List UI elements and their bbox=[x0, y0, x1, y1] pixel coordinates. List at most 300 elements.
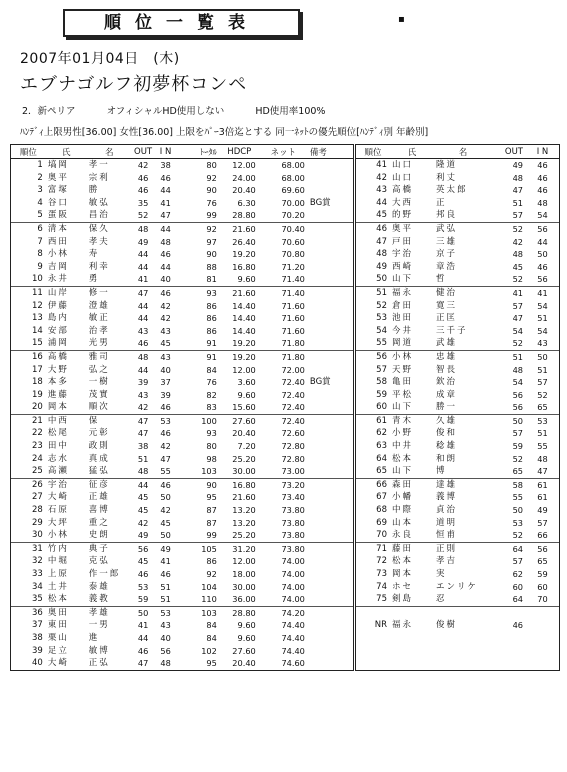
out-cell: 43 bbox=[137, 389, 149, 400]
table-row bbox=[11, 619, 353, 632]
remarks-cell bbox=[308, 632, 353, 645]
hdcp-cell: 21.60 bbox=[220, 222, 259, 235]
remarks-cell bbox=[308, 542, 353, 555]
table-row bbox=[11, 517, 353, 530]
surname-cell: 中井 bbox=[392, 441, 414, 452]
table-row bbox=[356, 159, 559, 172]
in-cell: 41 bbox=[160, 197, 171, 208]
surname-cell: 浦岡 bbox=[47, 338, 69, 349]
surname-cell: 亀田 bbox=[392, 377, 414, 388]
givenname-cell: 克弘 bbox=[88, 556, 110, 567]
col-remarks: 備考 bbox=[308, 145, 353, 159]
table-row bbox=[11, 184, 353, 197]
in-cell: 46 bbox=[160, 402, 171, 413]
remarks-cell bbox=[308, 389, 353, 402]
table-row bbox=[356, 236, 559, 249]
table-row bbox=[356, 197, 559, 210]
net-cell: 74.00 bbox=[281, 569, 305, 579]
surname-cell: 松本 bbox=[392, 556, 414, 567]
rules-line-1 bbox=[22, 103, 353, 117]
hdcp-cell: 14.40 bbox=[232, 300, 256, 311]
col-surname: 氏 bbox=[390, 145, 434, 159]
total-cell: 81 bbox=[206, 274, 217, 285]
surname-cell bbox=[390, 632, 434, 645]
remarks-cell bbox=[308, 491, 353, 504]
total-cell: 105 bbox=[177, 542, 220, 555]
hdcp-cell: 20.40 bbox=[232, 185, 256, 196]
total-cell: 86 bbox=[206, 556, 217, 567]
table-row bbox=[11, 568, 353, 581]
remarks-cell bbox=[308, 248, 353, 261]
surname-cell: 谷口 bbox=[47, 197, 69, 208]
out-cell: 43 bbox=[137, 325, 149, 336]
rank-cell: 50 bbox=[376, 274, 387, 285]
out-cell: 52 bbox=[512, 338, 523, 349]
table-row bbox=[356, 555, 559, 568]
remarks-cell bbox=[308, 401, 353, 414]
in-cell: 57 bbox=[537, 377, 548, 388]
table-row bbox=[11, 427, 353, 440]
surname-cell: 青木 bbox=[390, 414, 434, 427]
table-row bbox=[356, 337, 559, 350]
in-cell bbox=[526, 645, 559, 658]
rank-cell: 71 bbox=[356, 542, 390, 555]
hdcp-cell: 25.20 bbox=[232, 453, 256, 464]
rank-cell: 74 bbox=[376, 581, 387, 592]
rank-cell: 49 bbox=[376, 261, 387, 272]
hdcp-cell: 16.80 bbox=[220, 478, 259, 491]
givenname-cell: 治孝 bbox=[88, 325, 110, 336]
givenname-cell: 喜博 bbox=[88, 505, 110, 516]
out-cell: 51 bbox=[512, 197, 523, 208]
total-cell: 86 bbox=[206, 325, 217, 336]
out-cell: 42 bbox=[137, 402, 149, 413]
hdcp-cell: 19.20 bbox=[220, 350, 259, 363]
rank-cell: 14 bbox=[31, 325, 43, 336]
remarks-cell bbox=[308, 172, 353, 185]
rank-cell: 36 bbox=[11, 606, 46, 619]
total-cell: 98 bbox=[206, 453, 217, 464]
givenname-cell: 澄雄 bbox=[88, 300, 110, 311]
rank-cell bbox=[356, 657, 390, 670]
hdcp-cell: 6.30 bbox=[237, 197, 256, 208]
table-row bbox=[11, 581, 353, 594]
total-cell: 90 bbox=[206, 249, 217, 260]
remarks-cell bbox=[308, 478, 353, 491]
rank-cell: 19 bbox=[31, 389, 43, 400]
total-cell: 95 bbox=[206, 658, 217, 669]
out-cell: 41 bbox=[492, 286, 526, 299]
hdcp-cell: 18.00 bbox=[232, 569, 256, 579]
table-row bbox=[356, 529, 559, 542]
rule-item: HD使用率100% bbox=[255, 106, 326, 117]
givenname-cell: 勝 bbox=[88, 185, 100, 196]
givenname-cell: 茂實 bbox=[88, 389, 110, 400]
givenname-cell: 貞治 bbox=[436, 505, 458, 516]
out-cell: 65 bbox=[512, 466, 523, 477]
rank-cell: 75 bbox=[376, 594, 387, 605]
table-header-row bbox=[11, 145, 353, 159]
rank-cell: 27 bbox=[31, 492, 43, 503]
out-cell: 47 bbox=[137, 428, 149, 439]
net-cell: 70.80 bbox=[281, 249, 305, 260]
out-cell: 48 bbox=[512, 364, 523, 375]
total-cell: 103 bbox=[177, 606, 220, 619]
table-row bbox=[356, 325, 559, 338]
total-cell: 90 bbox=[177, 478, 220, 491]
rank-cell: 16 bbox=[11, 350, 46, 363]
in-cell: 51 bbox=[160, 581, 171, 592]
out-cell: 57 bbox=[512, 300, 523, 311]
hdcp-cell: 12.00 bbox=[232, 160, 256, 170]
givenname-cell: 勇 bbox=[88, 274, 100, 285]
in-cell: 49 bbox=[154, 542, 177, 555]
rank-cell: 53 bbox=[376, 313, 387, 324]
rank-cell: 47 bbox=[376, 236, 387, 247]
table-row bbox=[11, 236, 353, 249]
out-cell: 44 bbox=[137, 249, 149, 260]
rank-cell: 44 bbox=[376, 197, 387, 208]
table-header-row bbox=[356, 145, 559, 159]
in-cell: 43 bbox=[154, 350, 177, 363]
rank-cell: NR bbox=[374, 620, 387, 631]
rank-cell: 64 bbox=[376, 453, 387, 464]
rank-cell: 65 bbox=[376, 466, 387, 477]
in-cell: 51 bbox=[160, 594, 171, 605]
surname-cell: 伊藤 bbox=[47, 300, 69, 311]
out-cell: 59 bbox=[137, 594, 149, 605]
in-cell: 41 bbox=[526, 286, 559, 299]
givenname-cell: 俊樹 bbox=[436, 620, 458, 631]
remarks-cell bbox=[308, 568, 353, 581]
givenname-cell: 弘之 bbox=[88, 364, 110, 375]
in-cell bbox=[526, 606, 559, 619]
in-cell: 54 bbox=[537, 325, 548, 336]
table-row bbox=[356, 465, 559, 478]
surname-cell: 山口 bbox=[392, 172, 414, 183]
rank-cell: 25 bbox=[31, 466, 43, 477]
table-row bbox=[11, 401, 353, 414]
out-cell: 58 bbox=[492, 478, 526, 491]
givenname-cell: 正 bbox=[436, 197, 447, 208]
rank-cell: 73 bbox=[376, 569, 387, 579]
in-cell: 51 bbox=[537, 428, 548, 439]
givenname-cell: 史朗 bbox=[88, 530, 110, 541]
in-cell: 47 bbox=[160, 210, 171, 221]
rank-cell: 39 bbox=[31, 645, 43, 656]
out-cell: 47 bbox=[137, 658, 149, 669]
table-row bbox=[11, 465, 353, 478]
net-cell: 73.00 bbox=[281, 466, 305, 477]
givenname-cell: 孝一 bbox=[88, 160, 110, 170]
total-cell: 97 bbox=[206, 236, 217, 247]
total-cell: 84 bbox=[206, 364, 217, 375]
givenname-cell: 成章 bbox=[436, 389, 458, 400]
net-cell: 73.20 bbox=[259, 478, 308, 491]
total-cell: 100 bbox=[177, 414, 220, 427]
table-row bbox=[356, 248, 559, 261]
givenname-cell bbox=[434, 606, 492, 619]
in-cell: 46 bbox=[537, 160, 548, 170]
net-cell: 73.80 bbox=[281, 505, 305, 516]
rank-cell: 6 bbox=[11, 222, 46, 235]
table-row bbox=[11, 529, 353, 542]
table-row bbox=[11, 376, 353, 389]
surname-cell: 高橋 bbox=[46, 350, 87, 363]
in-cell: 38 bbox=[160, 160, 171, 170]
surname-cell: 大崎 bbox=[47, 658, 69, 669]
surname-cell: 山下 bbox=[392, 402, 414, 413]
col-total: ﾄｰﾀﾙ bbox=[177, 145, 220, 159]
surname-cell: 大野 bbox=[47, 364, 69, 375]
remarks-cell bbox=[308, 593, 353, 606]
surname-cell: 田中 bbox=[47, 441, 69, 452]
remarks-cell: BG賞 bbox=[309, 197, 331, 208]
remarks-cell bbox=[308, 325, 353, 338]
table-row bbox=[11, 286, 353, 299]
total-cell: 90 bbox=[206, 185, 217, 196]
givenname-cell: 三雄 bbox=[436, 236, 458, 247]
givenname-cell bbox=[434, 657, 492, 670]
surname-cell: 小幡 bbox=[392, 492, 414, 503]
total-cell: 84 bbox=[206, 632, 217, 643]
out-cell: 55 bbox=[512, 492, 523, 503]
remarks-cell bbox=[308, 555, 353, 568]
givenname-cell: 一男 bbox=[88, 620, 110, 631]
hdcp-cell: 25.20 bbox=[232, 530, 256, 541]
in-cell: 70 bbox=[537, 594, 548, 605]
table-row bbox=[11, 248, 353, 261]
out-cell: 53 bbox=[512, 517, 523, 528]
surname-cell: 大西 bbox=[392, 197, 414, 208]
col-out: OUT bbox=[492, 145, 526, 159]
rank-cell: 21 bbox=[11, 414, 46, 427]
givenname-cell: 一樹 bbox=[88, 377, 110, 388]
givenname-cell: 敏弘 bbox=[88, 197, 110, 208]
col-rank: 順位 bbox=[11, 145, 46, 159]
givenname-cell: 章浩 bbox=[436, 261, 458, 272]
in-cell: 51 bbox=[537, 364, 548, 375]
givenname-cell: 宗利 bbox=[88, 172, 110, 183]
net-cell: 72.60 bbox=[281, 428, 305, 439]
remarks-cell bbox=[308, 209, 353, 222]
rank-cell: 9 bbox=[37, 261, 43, 272]
rank-cell: 35 bbox=[31, 594, 43, 605]
table-row bbox=[356, 453, 559, 466]
remarks-cell bbox=[308, 337, 353, 350]
rank-cell: 42 bbox=[376, 172, 387, 183]
out-cell: 57 bbox=[512, 556, 523, 567]
hdcp-cell: 20.40 bbox=[232, 428, 256, 439]
total-cell: 103 bbox=[201, 466, 217, 477]
table-row bbox=[11, 159, 353, 172]
rank-cell: 12 bbox=[31, 300, 43, 311]
givenname-cell: 寿 bbox=[88, 249, 100, 260]
page-title: 順位一覧表 bbox=[63, 9, 300, 37]
rank-cell: 61 bbox=[356, 414, 390, 427]
surname-cell: 松本 bbox=[392, 453, 414, 464]
hdcp-cell: 9.60 bbox=[237, 620, 256, 631]
hdcp-cell: 21.60 bbox=[220, 286, 259, 299]
total-cell: 82 bbox=[206, 389, 217, 400]
in-cell: 57 bbox=[537, 517, 548, 528]
rank-cell: 33 bbox=[31, 569, 43, 579]
surname-cell: 山本 bbox=[392, 517, 414, 528]
surname-cell: 清本 bbox=[46, 222, 87, 235]
hdcp-cell: 9.60 bbox=[237, 632, 256, 643]
net-cell: 71.40 bbox=[259, 286, 308, 299]
total-cell: 93 bbox=[177, 286, 220, 299]
scan-mark: ▪ bbox=[398, 14, 405, 25]
event-name: エブナゴルフ初夢杯コンペ bbox=[20, 74, 248, 95]
net-cell: 74.60 bbox=[281, 658, 305, 669]
out-cell: 60 bbox=[512, 581, 523, 592]
givenname-cell: 修一 bbox=[87, 286, 132, 299]
total-cell: 91 bbox=[177, 350, 220, 363]
total-cell: 80 bbox=[206, 160, 217, 170]
rank-cell: 69 bbox=[376, 517, 387, 528]
givenname-cell: 欽治 bbox=[436, 377, 458, 388]
remarks-cell bbox=[308, 504, 353, 517]
in-cell: 42 bbox=[160, 300, 171, 311]
in-cell: 46 bbox=[537, 261, 548, 272]
out-cell: 35 bbox=[137, 197, 149, 208]
surname-cell: 平松 bbox=[392, 389, 414, 400]
surname-cell: 剣島 bbox=[392, 594, 414, 605]
in-cell: 54 bbox=[537, 300, 548, 311]
ranking-table-left bbox=[10, 144, 354, 671]
rank-cell bbox=[356, 606, 390, 619]
surname-cell: 土井 bbox=[47, 581, 69, 592]
total-cell: 86 bbox=[206, 313, 217, 324]
table-row bbox=[356, 172, 559, 185]
out-cell: 42 bbox=[137, 517, 149, 528]
remarks-cell bbox=[308, 529, 353, 542]
table-row bbox=[11, 645, 353, 658]
total-cell: 93 bbox=[206, 428, 217, 439]
out-cell: 50 bbox=[492, 414, 526, 427]
surname-cell: 松尾 bbox=[47, 428, 69, 439]
surname-cell: 小林 bbox=[47, 530, 69, 541]
out-cell: 48 bbox=[132, 350, 155, 363]
net-cell: 68.00 bbox=[281, 160, 305, 170]
out-cell: 46 bbox=[137, 569, 149, 579]
surname-cell: 中際 bbox=[392, 505, 414, 516]
givenname-cell: 俊和 bbox=[436, 428, 458, 439]
in-cell bbox=[526, 657, 559, 670]
out-cell bbox=[492, 606, 526, 619]
table-row bbox=[356, 606, 559, 619]
givenname-cell: 元彰 bbox=[88, 428, 110, 439]
givenname-cell: 哲 bbox=[436, 274, 447, 285]
remarks-cell bbox=[308, 606, 353, 619]
givenname-cell: 三千子 bbox=[436, 325, 468, 336]
out-cell: 41 bbox=[137, 620, 149, 631]
out-cell: 46 bbox=[137, 645, 149, 656]
rank-cell bbox=[356, 645, 390, 658]
rules-line-2: ﾊﾝﾃﾞｨ上限男性[36.00] 女性[36.00] 上限をﾊﾟｰ3倍迄とする 同一ﾈｯﾄの優先順位[ﾊﾝﾃﾞｨ別 年齢別] bbox=[20, 127, 429, 138]
givenname-cell: 典子 bbox=[87, 542, 132, 555]
surname-cell: 天野 bbox=[392, 364, 414, 375]
in-cell: 46 bbox=[154, 478, 177, 491]
surname-cell: 宇治 bbox=[46, 478, 87, 491]
net-cell: 70.00 bbox=[281, 197, 305, 208]
givenname-cell: 武雄 bbox=[436, 338, 458, 349]
out-cell: 48 bbox=[512, 249, 523, 260]
net-cell: 72.80 bbox=[281, 441, 305, 452]
in-cell bbox=[526, 632, 559, 645]
in-cell: 42 bbox=[160, 313, 171, 324]
table-row bbox=[356, 209, 559, 222]
in-cell: 42 bbox=[160, 441, 171, 452]
remarks-cell: BG賞 bbox=[309, 377, 331, 388]
rank-cell: 31 bbox=[11, 542, 46, 555]
col-givenname: 名 bbox=[434, 145, 492, 159]
in-cell: 56 bbox=[526, 542, 559, 555]
net-cell: 74.20 bbox=[259, 606, 308, 619]
surname-cell: 西崎 bbox=[392, 261, 414, 272]
table-row bbox=[11, 197, 353, 210]
surname-cell: 奥平 bbox=[390, 222, 434, 235]
in-cell: 51 bbox=[537, 313, 548, 324]
rank-cell: 72 bbox=[376, 556, 387, 567]
surname-cell: 高瀬 bbox=[47, 466, 69, 477]
out-cell: 50 bbox=[132, 606, 155, 619]
in-cell: 48 bbox=[160, 658, 171, 669]
in-cell: 39 bbox=[160, 389, 171, 400]
in-cell: 52 bbox=[537, 389, 548, 400]
givenname-cell: 政則 bbox=[88, 441, 110, 452]
out-cell: 49 bbox=[137, 530, 149, 541]
in-cell: 60 bbox=[537, 581, 548, 592]
out-cell: 44 bbox=[137, 313, 149, 324]
hdcp-cell: 19.20 bbox=[232, 249, 256, 260]
out-cell: 42 bbox=[512, 236, 523, 247]
table-row bbox=[356, 517, 559, 530]
net-cell: 73.80 bbox=[281, 530, 305, 541]
givenname-cell: 征彦 bbox=[87, 478, 132, 491]
hdcp-cell: 24.00 bbox=[232, 172, 256, 183]
remarks-cell bbox=[308, 273, 353, 286]
in-cell: 48 bbox=[537, 197, 548, 208]
net-cell: 74.40 bbox=[281, 620, 305, 631]
hdcp-cell: 7.20 bbox=[237, 441, 256, 452]
net-cell: 72.40 bbox=[259, 414, 308, 427]
out-cell: 45 bbox=[137, 492, 149, 503]
surname-cell: 岡本 bbox=[392, 569, 414, 579]
rank-cell: 30 bbox=[31, 530, 43, 541]
surname-cell: 福永 bbox=[392, 620, 414, 631]
surname-cell: 中西 bbox=[46, 414, 87, 427]
table-row bbox=[356, 350, 559, 363]
rank-cell: 48 bbox=[376, 249, 387, 260]
remarks-cell bbox=[308, 619, 353, 632]
rank-cell: 32 bbox=[31, 556, 43, 567]
givenname-cell: 隆道 bbox=[436, 160, 458, 170]
net-cell: 73.80 bbox=[259, 542, 308, 555]
rank-cell: 7 bbox=[37, 236, 43, 247]
out-cell: 52 bbox=[512, 274, 523, 285]
out-cell: 44 bbox=[137, 261, 149, 272]
surname-cell: 東田 bbox=[47, 620, 69, 631]
out-cell: 42 bbox=[137, 160, 149, 170]
in-cell: 59 bbox=[537, 569, 548, 579]
table-row bbox=[11, 337, 353, 350]
rank-cell: 55 bbox=[376, 338, 387, 349]
surname-cell: 山下 bbox=[392, 274, 414, 285]
in-cell: 56 bbox=[160, 645, 171, 656]
in-cell: 65 bbox=[537, 556, 548, 567]
